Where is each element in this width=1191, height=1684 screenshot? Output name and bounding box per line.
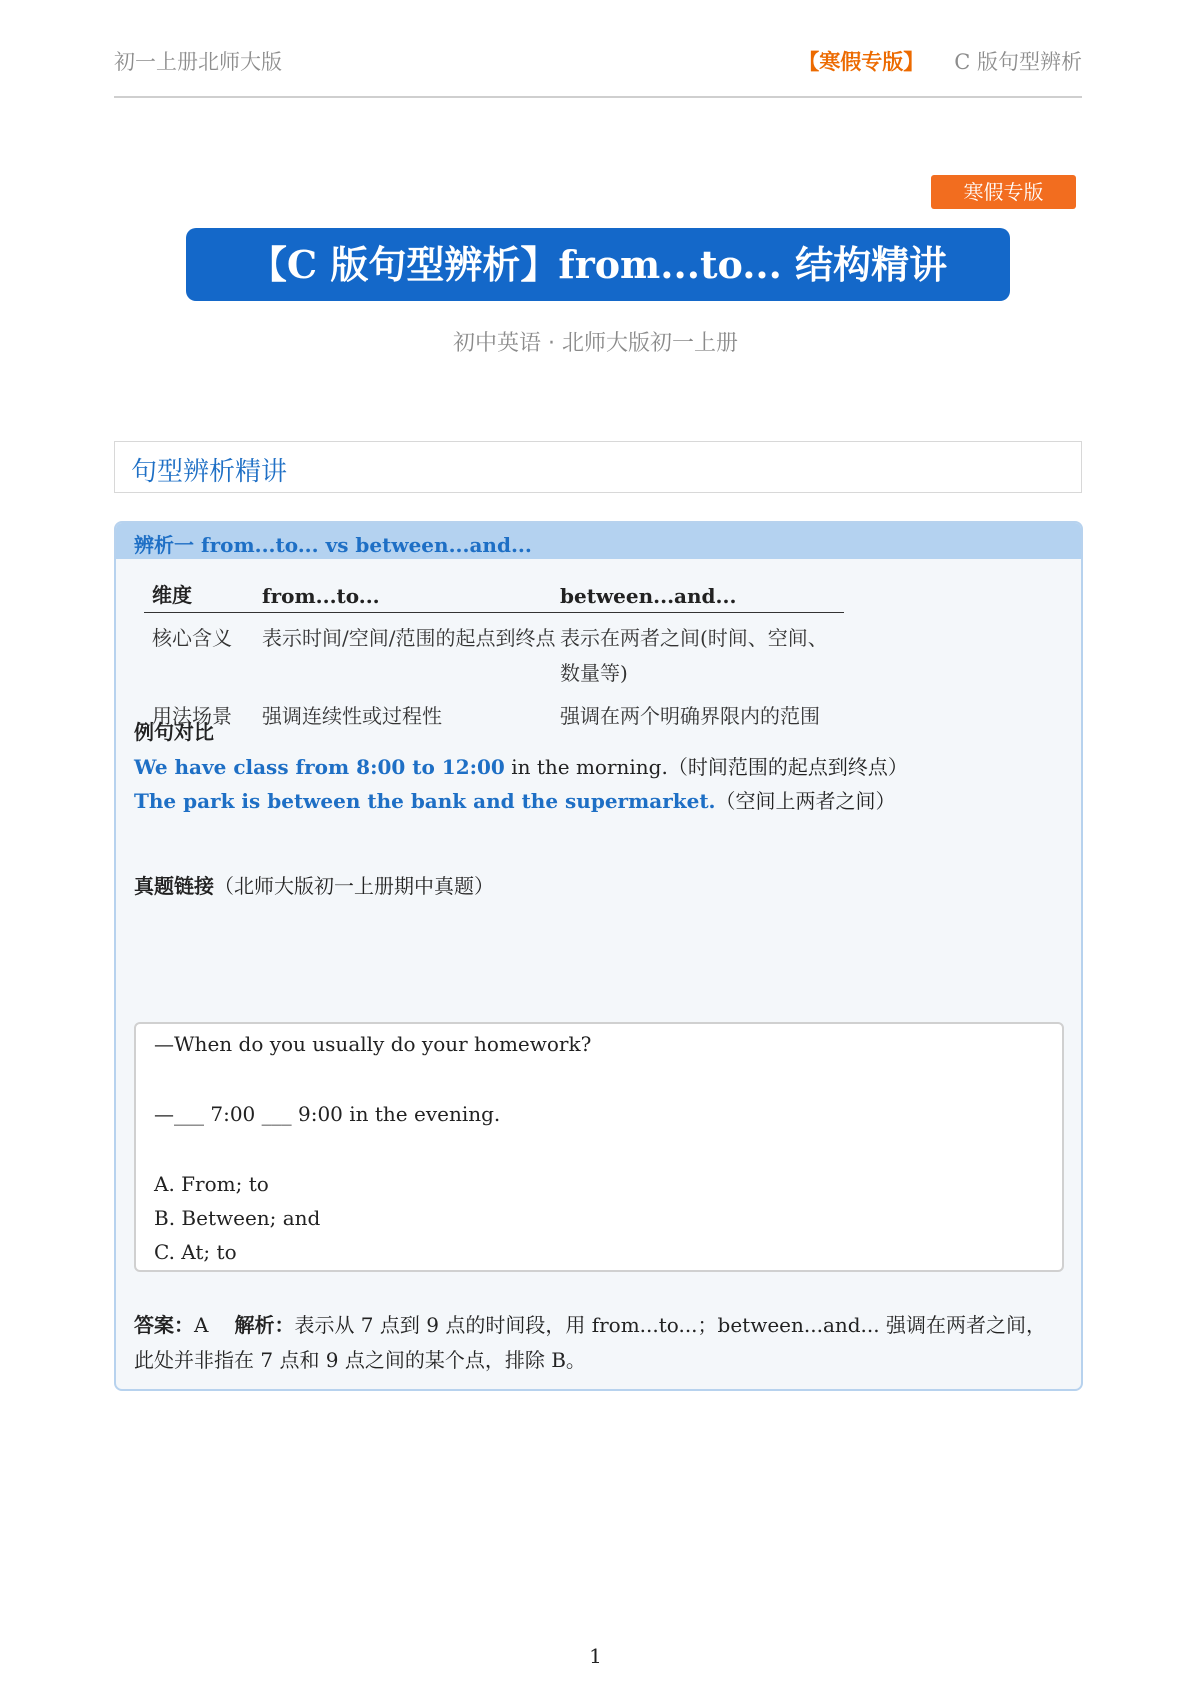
section-title: 句型辨析精讲: [131, 457, 288, 487]
table-row: [144, 691, 844, 734]
example-1-rest: in the morning.（时间范围的起点到终点）: [504, 755, 908, 779]
analysis-card: [114, 521, 1083, 1391]
examples-label: 例句对比: [134, 720, 214, 744]
example-sentence-2: [134, 785, 896, 814]
option-b: B. Between; and: [154, 1206, 321, 1230]
comparison-table: [144, 578, 844, 734]
page-number: 1: [589, 1644, 602, 1668]
option-a: A. From; to: [154, 1172, 269, 1196]
table-header-row: [144, 578, 844, 613]
table-cell: 用法场景: [152, 704, 232, 728]
option-c: C. At; to: [154, 1240, 237, 1264]
header-right: [798, 46, 1082, 76]
header-edition-tag: 【寒假专版】: [798, 50, 925, 74]
example-1-highlight: We have class from 8:00 to 12:00: [134, 755, 505, 779]
table-cell: 强调在两个明确界限内的范围: [560, 704, 820, 728]
exam-link-line: [134, 870, 494, 899]
table-header-cell: between...and...: [560, 578, 844, 613]
page-subtitle: 初中英语 · 北师大版初一上册: [453, 331, 738, 356]
section-heading-box: [114, 441, 1082, 493]
table-cell: 强调连续性或过程性: [262, 704, 442, 728]
table-row: [144, 613, 844, 692]
example-sentence-1: [134, 751, 908, 780]
table-cell: 表示在两者之间(时间、空间、数量等): [560, 626, 828, 685]
table-header-cell: from...to...: [262, 578, 560, 613]
header-left-text: 初一上册北师大版: [114, 50, 282, 74]
analysis-label: 解析：: [234, 1313, 295, 1337]
analysis-text: 表示从 7 点到 9 点的时间段，用 from...to...；between...and... 强调在两者之间，此处并非指在 7 点和 9 点之间的某个点，排除 B。: [134, 1313, 1046, 1372]
card-header: [116, 523, 1081, 559]
page-title: 【C 版句型辨析】from...to... 结构精讲: [248, 242, 948, 287]
table-cell: 表示时间/空间/范围的起点到终点: [262, 626, 556, 650]
exam-link-source: （北师大版初一上册期中真题）: [214, 874, 494, 898]
question-prompt: —When do you usually do your homework?: [154, 1032, 592, 1056]
answer-value: A: [194, 1313, 209, 1337]
exam-link-label: 真题链接: [134, 874, 214, 898]
answer-analysis: [134, 1308, 1064, 1378]
running-header: [114, 44, 1082, 98]
example-2-rest: （空间上两者之间）: [715, 789, 896, 813]
title-banner: [186, 228, 1010, 301]
table-cell: 核心含义: [152, 626, 232, 650]
header-series-name: C 版句型辨析: [954, 50, 1082, 74]
exam-question-box: [134, 1022, 1064, 1272]
answer-label: 答案：: [134, 1313, 194, 1337]
question-answer-line: —___ 7:00 ___ 9:00 in the evening.: [154, 1102, 501, 1126]
edition-badge: 寒假专版: [931, 175, 1076, 209]
table-header-cell: 维度: [144, 578, 262, 613]
card-heading: 辨析一 from...to... vs between...and...: [134, 533, 532, 557]
example-2-highlight: The park is between the bank and the supermarket.: [134, 789, 716, 813]
